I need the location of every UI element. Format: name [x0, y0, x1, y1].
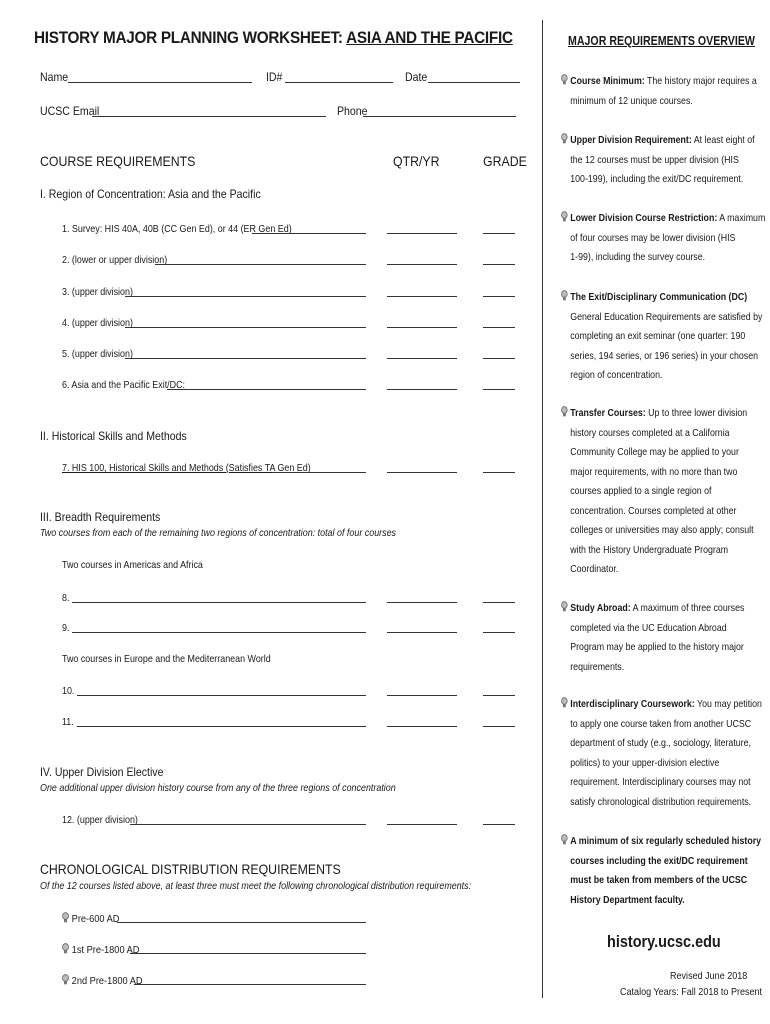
course-requirements-heading: COURSE REQUIREMENTS: [40, 153, 196, 169]
course-12-qtr[interactable]: [387, 824, 457, 825]
overview-block: Lower Division Course Restriction: A maximum of four courses may be lower division (HIS 1-99), including the survey course.: [561, 209, 765, 268]
course-8-qtr[interactable]: [387, 602, 457, 603]
overview-block: Interdisciplinary Coursework: You may petition to apply one course taken from another UCSC department of study (e.g., sociology, literature, politics) to your upper-division elective requirement. Interdisciplinary courses may not satisfy chronological distribution requirements.: [561, 695, 762, 812]
course-1-field[interactable]: [252, 233, 366, 234]
section-2-heading: II. Historical Skills and Methods: [40, 429, 187, 443]
name-label: Name: [40, 70, 69, 84]
section-3-heading: III. Breadth Requirements: [40, 510, 161, 524]
overview-block-title: Course Minimum:: [570, 75, 645, 87]
phone-field[interactable]: [363, 116, 516, 117]
course-6-grade[interactable]: [483, 389, 515, 390]
course-8-grade[interactable]: [483, 602, 515, 603]
pre600-field[interactable]: [117, 922, 366, 923]
date-field[interactable]: [428, 82, 520, 83]
lightbulb-icon: [561, 211, 568, 222]
course-2-field[interactable]: [155, 264, 366, 265]
course-12-grade[interactable]: [483, 824, 515, 825]
lightbulb-icon: [561, 406, 568, 417]
id-label: ID#: [266, 70, 283, 84]
lightbulb-icon: [561, 133, 568, 144]
course-9-label: 9.: [62, 622, 70, 634]
column-divider: [542, 20, 543, 998]
section-4-heading: IV. Upper Division Elective: [40, 765, 164, 779]
overview-block: Course Minimum: The history major requires a minimum of 12 unique courses.: [561, 72, 757, 111]
course-9-qtr[interactable]: [387, 632, 457, 633]
course-4-field[interactable]: [125, 327, 366, 328]
course-4-label: 4. (upper division): [62, 317, 133, 329]
chrono-subtitle: Of the 12 courses listed above, at least three must meet the following chronological distribution requirements:: [40, 880, 472, 892]
id-field[interactable]: [285, 82, 393, 83]
course-1-grade[interactable]: [483, 233, 515, 234]
europe-mediterranean-label: Two courses in Europe and the Mediterranean World: [62, 653, 271, 665]
course-5-qtr[interactable]: [387, 358, 457, 359]
name-field[interactable]: [68, 82, 252, 83]
chrono-row-2nd-pre1800: 2nd Pre-1800 AD: [62, 974, 143, 987]
course-10-grade[interactable]: [483, 695, 515, 696]
overview-block-title: Interdisciplinary Coursework:: [570, 698, 695, 710]
course-12-label: 12. (upper division): [62, 814, 138, 826]
course-8-field[interactable]: [72, 602, 366, 603]
chrono-row-1st-pre1800: 1st Pre-1800 AD: [62, 943, 139, 956]
email-label: UCSC Email: [40, 104, 100, 118]
course-5-grade[interactable]: [483, 358, 515, 359]
overview-block: Upper Division Requirement: At least eight of the 12 courses must be upper division (HIS 100-199), including the exit/DC requirement.: [561, 131, 755, 190]
first-pre1800-field[interactable]: [130, 953, 366, 954]
section-3-subtitle: Two courses from each of the remaining two regions of concentration: total of four courses: [40, 527, 397, 539]
course-8-label: 8.: [62, 592, 70, 604]
course-9-grade[interactable]: [483, 632, 515, 633]
course-10-field[interactable]: [77, 695, 366, 696]
lightbulb-icon: [62, 974, 69, 985]
revised-date: Revised June 2018: [670, 970, 748, 982]
lightbulb-icon: [62, 912, 69, 923]
lightbulb-icon: [561, 290, 568, 301]
catalog-years: Catalog Years: Fall 2018 to Present: [620, 986, 763, 998]
course-7-field[interactable]: [272, 472, 366, 473]
overview-block: Transfer Courses: Up to three lower division history courses completed at a California Community College may be applied to your major requirements, with no more than two courses applied to a single region of concentration. Courses completed at other colleges or universities may also apply; consult with the History Undergraduate Program Coordinator.: [561, 404, 754, 580]
section-1-heading: I. Region of Concentration: Asia and the Pacific: [40, 187, 261, 201]
course-11-qtr[interactable]: [387, 726, 457, 727]
lightbulb-icon: [62, 943, 69, 954]
course-12-field[interactable]: [130, 824, 366, 825]
course-5-field[interactable]: [125, 358, 366, 359]
americas-africa-label: Two courses in Americas and Africa: [62, 559, 203, 571]
course-7-label: 7. HIS 100, Historical Skills and Methods (Satisfies TA Gen Ed): [62, 462, 311, 474]
course-7-qtr[interactable]: [387, 472, 457, 473]
lightbulb-icon: [561, 834, 568, 845]
chrono-heading: CHRONOLOGICAL DISTRIBUTION REQUIREMENTS: [40, 861, 341, 877]
course-2-qtr[interactable]: [387, 264, 457, 265]
overview-block-title: Study Abroad:: [570, 602, 631, 614]
course-10-qtr[interactable]: [387, 695, 457, 696]
course-3-qtr[interactable]: [387, 296, 457, 297]
grade-heading: GRADE: [483, 153, 527, 169]
email-field[interactable]: [92, 116, 326, 117]
course-6-qtr[interactable]: [387, 389, 457, 390]
course-4-grade[interactable]: [483, 327, 515, 328]
lightbulb-icon: [561, 601, 568, 612]
course-11-field[interactable]: [77, 726, 366, 727]
overview-block: The Exit/Disciplinary Communication (DC) General Education Requirements are satisfied by completing an exit seminar (one quarter: 190 series, 194 series, or 196 series) in your chosen region of concentration.: [561, 288, 762, 386]
qtr-yr-heading: QTR/YR: [393, 153, 440, 169]
phone-label: Phone: [337, 104, 368, 118]
course-1-label: 1. Survey: HIS 40A, 40B (CC Gen Ed), or 44 (ER Gen Ed): [62, 223, 292, 235]
section-4-subtitle: One additional upper division history course from any of the three regions of concentration: [40, 782, 396, 794]
lightbulb-icon: [561, 74, 568, 85]
course-11-label: 11.: [62, 716, 74, 728]
page-title: HISTORY MAJOR PLANNING WORKSHEET: ASIA AND THE PACIFIC: [34, 28, 513, 47]
overview-block-title: The Exit/Disciplinary Communication (DC): [570, 291, 748, 303]
website-url[interactable]: history.ucsc.edu: [607, 932, 721, 951]
course-9-field[interactable]: [72, 632, 366, 633]
chrono-row-pre600: Pre-600 AD: [62, 912, 119, 925]
course-7-grade[interactable]: [483, 472, 515, 473]
course-11-grade[interactable]: [483, 726, 515, 727]
course-5-label: 5. (upper division): [62, 348, 133, 360]
course-3-label: 3. (upper division): [62, 286, 133, 298]
course-6-label: 6. Asia and the Pacific Exit/DC:: [62, 379, 186, 391]
course-4-qtr[interactable]: [387, 327, 457, 328]
course-6-field[interactable]: [167, 389, 366, 390]
overview-block: Study Abroad: A maximum of three courses completed via the UC Education Abroad Program may be applied to the history major requirements.: [561, 599, 744, 677]
lightbulb-icon: [561, 697, 568, 708]
course-10-label: 10.: [62, 685, 75, 697]
overview-heading: MAJOR REQUIREMENTS OVERVIEW: [568, 34, 755, 48]
overview-block-title: A minimum of six regularly scheduled history: [570, 835, 762, 847]
second-pre1800-field[interactable]: [134, 984, 366, 985]
overview-block-title: Upper Division Requirement:: [570, 134, 692, 146]
course-3-field[interactable]: [125, 296, 366, 297]
course-3-grade[interactable]: [483, 296, 515, 297]
course-2-grade[interactable]: [483, 264, 515, 265]
overview-block-title: Transfer Courses:: [570, 407, 646, 419]
course-2-label: 2. (lower or upper division): [62, 254, 168, 266]
overview-block-title: Lower Division Course Restriction:: [570, 212, 718, 224]
date-label: Date: [405, 70, 428, 84]
overview-block: A minimum of six regularly scheduled history courses including the exit/DC requirement must be taken from members of the UCSC History Department faculty.: [561, 832, 761, 910]
course-1-qtr[interactable]: [387, 233, 457, 234]
